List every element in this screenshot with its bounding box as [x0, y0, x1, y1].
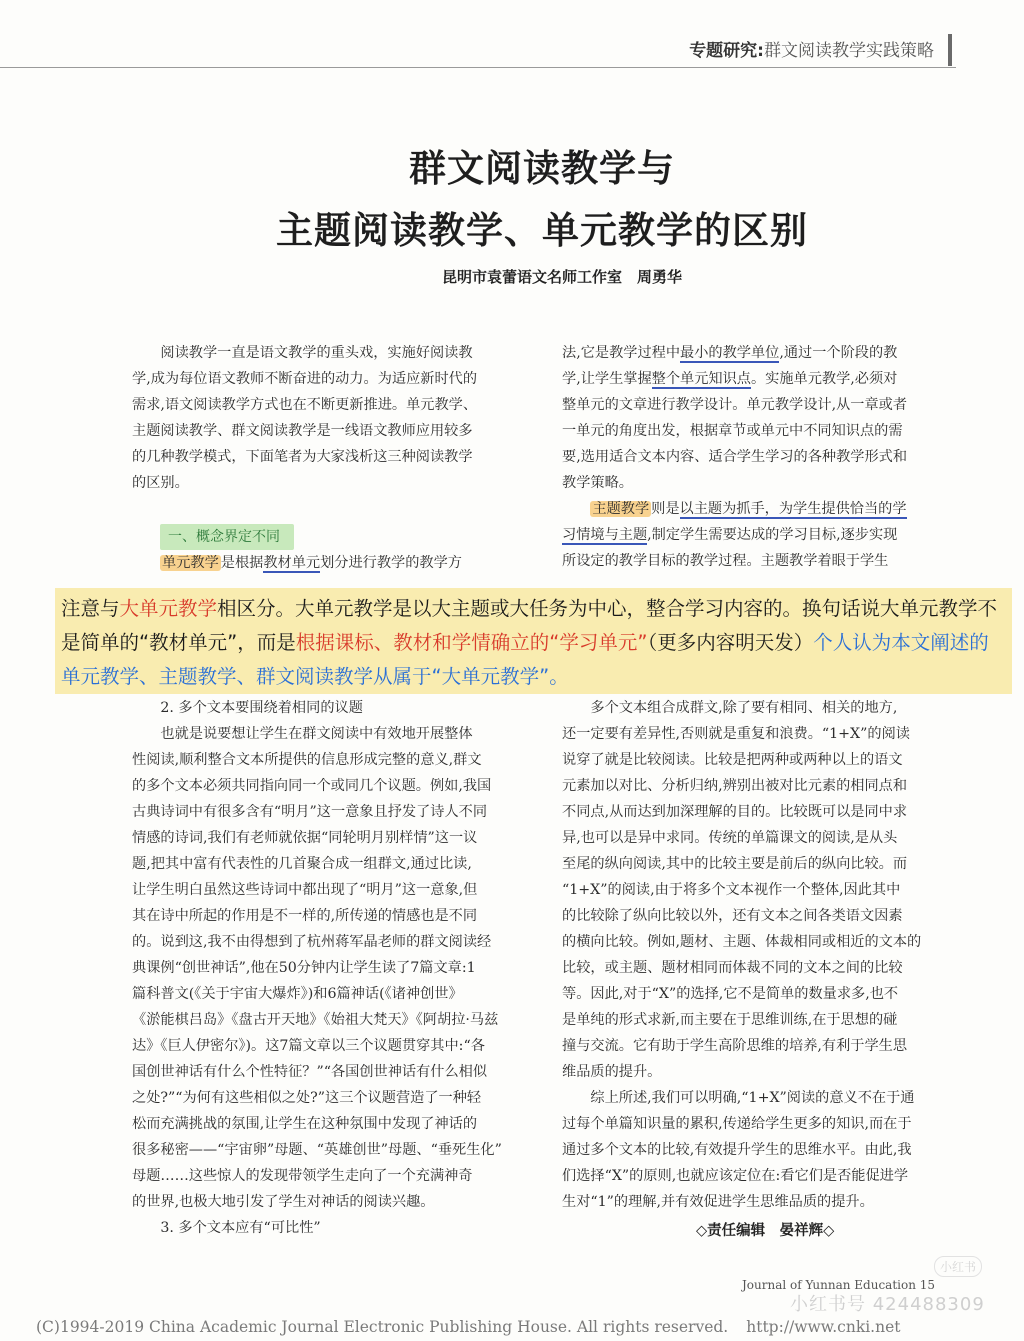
article-title-line-2: 主题阅读教学、单元教学的区别	[276, 209, 808, 252]
journal-name: Journal of Yunnan Education 15	[742, 1278, 936, 1292]
footer-url[interactable]: http://www.cnki.net	[746, 1318, 901, 1336]
paragraph-line: 古典诗词中有很多含有“明月”这一意象且抒发了诗人不同	[132, 804, 488, 820]
paragraph-line: 情感的诗词,我们有老师就依据“同轮明月别样情”这一议	[132, 830, 478, 846]
right-theme-text-2: ,制定学生需要达成的学习目标,逐步实现	[647, 527, 898, 543]
underline-unit-knowledge: 整个单元知识点	[651, 371, 751, 387]
underline-theme-grip: 以主题为抓手，为学生提供恰当的学	[679, 501, 907, 517]
article-title-line-1: 群文阅读教学与	[409, 147, 675, 190]
paragraph-line: 教学策略。	[562, 475, 633, 491]
footer-copyright: (C)1994-2019 China Academic Journal Electronic Publishing House. All rights reserved.	[36, 1318, 729, 1336]
paragraph-line: 的多个文本必须共同指向同一个或同几个议题。例如,我国	[132, 778, 492, 794]
annotation-overlay	[55, 588, 1012, 694]
paragraph-line: 性阅读,顺利整合文本所提供的信息形成完整的意义,群文	[132, 752, 482, 768]
paragraph-line: 元素加以对比、分析归纳,辨别出被对比元素的相同点和	[562, 778, 908, 794]
paragraph-line: 是单纯的形式求新,而主要在于思维训练,在于思想的碰	[562, 1012, 898, 1028]
paragraph-line: 的横向比较。例如,题材、主题、体裁相同或相近的文本的	[562, 934, 922, 950]
paragraph-line: 等。因此,对于“X”的选择,它不是简单的数量求多,也不	[562, 986, 899, 1002]
right-column-body	[562, 695, 962, 1215]
paragraph-line: 之处?”“为何有这些相似之处?”这三个议题营造了一种轻	[132, 1090, 482, 1106]
right-top-text-1: 法,它是教学过程中	[562, 345, 681, 361]
paragraph-line: 的。说到这,我不由得想到了杭州蒋军晶老师的群文阅读经	[132, 934, 492, 950]
underline-smallest-unit: 最小的教学单位	[680, 345, 780, 361]
underline-textbook-unit: 教材单元	[263, 555, 321, 571]
paragraph-line: 达》《巨人伊密尔》)。这7篇文章以三个议题贯穿其中:“各	[132, 1038, 485, 1054]
paragraph-line: 过每个单篇知识量的累积,传递给学生更多的知识,而在于	[562, 1116, 912, 1132]
paragraph-line: 至尾的纵向阅读,其中的比较主要是前后的纵向比较。而	[562, 856, 908, 872]
left-def-text-2: 划分进行教学的教学方	[320, 555, 462, 571]
paragraph-line: 一单元的角度出发，根据章节或单元中不同知识点的需	[562, 423, 903, 439]
paragraph-line: 生对“1”的理解,并有效促进学生思维品质的提升。	[562, 1194, 874, 1210]
paragraph-line: 主题阅读教学、群文阅读教学是一线语文教师应用较多	[132, 423, 473, 439]
left-def-text-1: 是根据	[220, 555, 264, 571]
paragraph-line: 综上所述,我们可以明确,“1+X”阅读的意义不在于通	[590, 1090, 915, 1106]
header-subtitle: 群文阅读教学实践策略	[764, 41, 934, 61]
paragraph-line: 题,把其中富有代表性的几首聚合成一组群文,通过比读,	[132, 856, 472, 872]
paragraph-line: 的几种教学模式，下面笔者为大家浅析这三种阅读教学	[132, 449, 473, 465]
paragraph-line: 2. 多个文本要围绕着相同的议题	[160, 700, 363, 716]
paragraph-line: 也就是说要想让学生在群文阅读中有效地开展整体	[160, 726, 473, 742]
paragraph-line: 国创世神话有什么个性特征？”“各国创世神话有什么相似	[132, 1064, 488, 1080]
paragraph-line: 还一定要有差异性,否则就是重复和浪费。“1+X”的阅读	[562, 726, 910, 742]
overlay-text-2: 相区分。大单元教学是以大主题或大任务为中心，整合学习内容的。换句话说	[217, 597, 881, 620]
paragraph-line: 很多秘密——“宇宙卵”母题、“英雄创世”母题、“垂死生化”	[132, 1142, 502, 1158]
left-column-body	[132, 695, 527, 1241]
underline-learning-context: 习情境与主题	[562, 527, 648, 543]
right-top-text-4: 。实施单元教学,必须对	[750, 371, 898, 387]
right-theme-text-1: 则是	[651, 501, 680, 517]
footer	[36, 1318, 900, 1336]
header-rule	[0, 67, 956, 68]
paragraph-line: 需求,语文阅读教学方式也在不断更新推进。单元教学、	[132, 397, 478, 413]
left-column-intro	[132, 340, 527, 496]
running-header	[689, 36, 934, 61]
overlay-blue-1: 个人认为本文阐述的单元教学、主题教学、群文阅读教学从属于“大单元教学”。	[61, 631, 989, 688]
paragraph-line: 们选择“X”的原则,也就应该定位在:看它们是否能促进学	[562, 1168, 909, 1184]
paragraph-line: 所设定的教学目标的教学过程。主题教学着眼于学生	[562, 553, 889, 569]
right-column-top	[562, 340, 962, 574]
section-heading: 一、概念界定不同	[160, 524, 294, 550]
right-top-text-3: 学,让学生掌握	[562, 371, 652, 387]
paragraph-line: 母题……这些惊人的发现带领学生走向了一个充满神奇	[132, 1168, 473, 1184]
paragraph-line: 阅读教学一直是语文教学的重头戏，实施好阅读教	[160, 345, 473, 361]
paragraph-line: 要,选用适合文本内容、适合学生学习的各种教学形式和	[562, 449, 908, 465]
paragraph-line: 的世界,也极大地引发了学生对神话的阅读兴趣。	[132, 1194, 435, 1210]
paragraph-line: 篇科普文(《关于宇宙大爆炸》)和6篇神话(《诸神创世》	[132, 986, 463, 1002]
watermark-logo: 小红书	[934, 1256, 982, 1277]
right-top-text-2: ,通过一个阶段的教	[779, 345, 898, 361]
overlay-text-4: （更多内容明天发）	[647, 631, 814, 654]
watermark-text: 小红书号 424488309	[790, 1294, 985, 1315]
overlay-red-2: 根据课标、教材和学情确立的“学习单元”	[295, 631, 648, 654]
highlight-theme-teaching: 主题教学	[592, 501, 650, 517]
paragraph-line: 维品质的提升。	[562, 1064, 662, 1080]
overlay-red-1: 大单元教学	[119, 597, 218, 620]
paragraph-line: 《淤能棋吕岛》《盘古开天地》《始祖大梵天》《阿胡拉·马兹	[132, 1012, 499, 1028]
paragraph-line: 比较，或主题、题材相同而体裁不同的文本之间的比较	[562, 960, 903, 976]
paragraph-line: 的区别。	[132, 475, 189, 491]
paragraph-line: 撞与交流。它有助于学生高阶思维的培养,有利于学生思	[562, 1038, 908, 1054]
paragraph-line: 的比较除了纵向比较以外，还有文本之间各类语文因素	[562, 908, 903, 924]
paragraph-line: 松而充满挑战的氛围,让学生在这种氛围中发现了神话的	[132, 1116, 478, 1132]
header-label: 专题研究:	[689, 41, 764, 61]
paragraph-line: 不同点,从而达到加深理解的目的。比较既可以是同中求	[562, 804, 908, 820]
paragraph-line: 异,也可以是异中求同。传统的单篇课文的阅读,是从头	[562, 830, 898, 846]
editor-credit: ◇责任编辑 晏祥辉◇	[696, 1223, 835, 1239]
paragraph-line: 3. 多个文本应有“可比性”	[160, 1220, 321, 1236]
left-definition-line	[160, 550, 530, 576]
section-heading-row	[160, 524, 530, 550]
highlight-unit-teaching: 单元教学	[162, 555, 219, 571]
paragraph-line: 多个文本组合成群文,除了要有相同、相关的地方,	[590, 700, 898, 716]
overlay-text-3: 大单元教学不是简单的“教材单元”，而是	[61, 597, 998, 654]
paragraph-line: “1+X”的阅读,由于将多个文本视作一个整体,因此其中	[562, 882, 901, 898]
header-bar	[948, 34, 952, 66]
paragraph-line: 学,成为每位语文教师不断奋进的动力。为适应新时代的	[132, 371, 478, 387]
paragraph-line: 其在诗中所起的作用是不一样的,所传递的情感也是不同	[132, 908, 478, 924]
paragraph-line: 让学生明白虽然这些诗词中都出现了“明月”这一意象,但	[132, 882, 478, 898]
article-author: 昆明市袁蕾语文名师工作室 周勇华	[441, 268, 682, 286]
paragraph-line: 典课例“创世神话”,他在50分钟内让学生读了7篇文章:1	[132, 960, 476, 976]
overlay-text-1: 注意与	[61, 597, 120, 620]
paragraph-line: 整单元的文章进行教学设计。单元教学设计,从一章或者	[562, 397, 908, 413]
paragraph-line: 通过多个文本的比较,有效提升学生的思维水平。由此,我	[562, 1142, 912, 1158]
paragraph-line: 说穿了就是比较阅读。比较是把两种或两种以上的语文	[562, 752, 903, 768]
